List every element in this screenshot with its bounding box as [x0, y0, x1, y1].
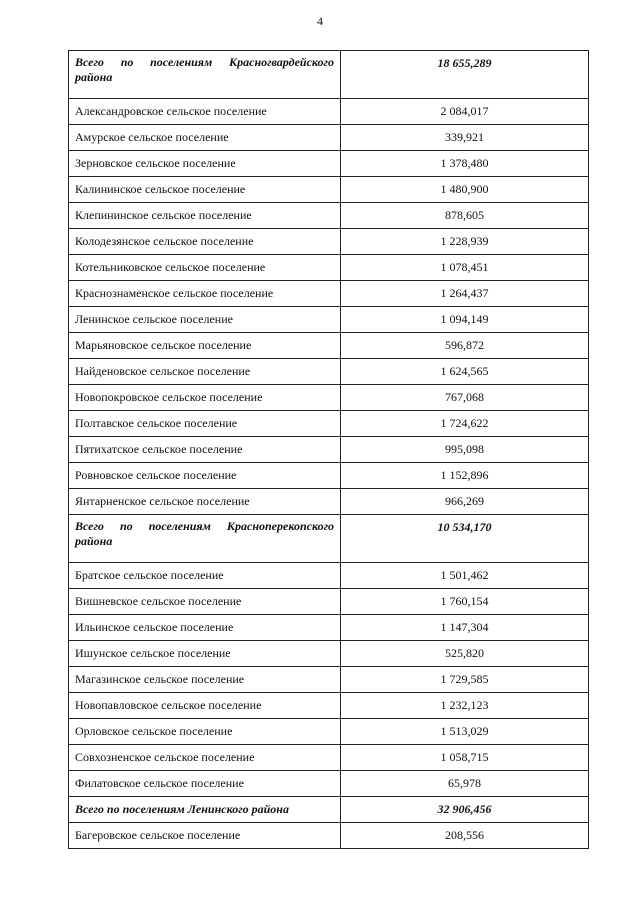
table-row	[69, 463, 589, 489]
table-row	[69, 99, 589, 125]
settlement-name: Багеровское сельское поселение	[69, 823, 341, 849]
settlement-value: 1 501,462	[341, 563, 589, 589]
table-row	[69, 667, 589, 693]
settlement-name: Ленинское сельское поселение	[69, 307, 341, 333]
district-total-label-line1: Всего по поселениям Ленинского района	[75, 802, 289, 816]
settlement-name: Краснознаменское сельское поселение	[69, 281, 341, 307]
settlement-value: 1 147,304	[341, 615, 589, 641]
settlement-value: 596,872	[341, 333, 589, 359]
table-row	[69, 771, 589, 797]
settlement-name: Полтавское сельское поселение	[69, 411, 341, 437]
settlement-value: 1 078,451	[341, 255, 589, 281]
district-total-row	[69, 51, 589, 99]
district-total-label-line2: района	[75, 70, 113, 84]
page-number: 4	[317, 14, 323, 28]
table-row	[69, 307, 589, 333]
settlement-name: Ишунское сельское поселение	[69, 641, 341, 667]
table-row	[69, 229, 589, 255]
settlement-value: 1 513,029	[341, 719, 589, 745]
table-row	[69, 151, 589, 177]
district-total-row	[69, 515, 589, 563]
settlement-name: Магазинское сельское поселение	[69, 667, 341, 693]
table-row	[69, 255, 589, 281]
settlement-name: Марьяновское сельское поселение	[69, 333, 341, 359]
settlement-value: 1 480,900	[341, 177, 589, 203]
settlement-name: Александровское сельское поселение	[69, 99, 341, 125]
table-row	[69, 823, 589, 849]
settlement-name: Новопокровское сельское поселение	[69, 385, 341, 411]
settlement-name: Колодезянское сельское поселение	[69, 229, 341, 255]
settlement-value: 1 058,715	[341, 745, 589, 771]
table-row	[69, 359, 589, 385]
settlement-name: Пятихатское сельское поселение	[69, 437, 341, 463]
district-total-label-line1: Всего по поселениям Красноперекопского	[75, 519, 334, 533]
settlement-value: 1 228,939	[341, 229, 589, 255]
settlement-value: 1 264,437	[341, 281, 589, 307]
settlement-name: Вишневское сельское поселение	[69, 589, 341, 615]
table-row	[69, 615, 589, 641]
settlement-value: 1 760,154	[341, 589, 589, 615]
table-row	[69, 641, 589, 667]
settlement-value: 878,605	[341, 203, 589, 229]
settlement-name: Братское сельское поселение	[69, 563, 341, 589]
settlement-value: 1 232,123	[341, 693, 589, 719]
settlements-table	[68, 50, 589, 849]
district-total-label	[69, 515, 341, 563]
table-row	[69, 411, 589, 437]
settlement-value: 966,269	[341, 489, 589, 515]
settlement-value: 1 724,622	[341, 411, 589, 437]
table-row	[69, 333, 589, 359]
settlement-name: Калининское сельское поселение	[69, 177, 341, 203]
settlement-value: 339,921	[341, 125, 589, 151]
table-body	[69, 51, 589, 849]
district-total-value: 32 906,456	[341, 797, 589, 823]
settlement-value: 208,556	[341, 823, 589, 849]
settlement-name: Новопавловское сельское поселение	[69, 693, 341, 719]
settlement-name: Ильинское сельское поселение	[69, 615, 341, 641]
settlement-name: Совхозненское сельское поселение	[69, 745, 341, 771]
table-row	[69, 719, 589, 745]
settlement-value: 1 152,896	[341, 463, 589, 489]
settlement-name: Клепининское сельское поселение	[69, 203, 341, 229]
settlement-name: Ровновское сельское поселение	[69, 463, 341, 489]
table-row	[69, 589, 589, 615]
settlement-name: Орловское сельское поселение	[69, 719, 341, 745]
table-row	[69, 437, 589, 463]
district-total-label-line1: Всего по поселениям Красногвардейского	[75, 55, 334, 69]
table-row	[69, 125, 589, 151]
district-total-row	[69, 797, 589, 823]
table-row	[69, 281, 589, 307]
table-row	[69, 385, 589, 411]
district-total-label-line2: района	[75, 534, 113, 548]
district-total-label	[69, 51, 341, 99]
district-total-value: 18 655,289	[341, 51, 589, 99]
settlement-name: Зерновское сельское поселение	[69, 151, 341, 177]
settlement-value: 1 624,565	[341, 359, 589, 385]
table-row	[69, 177, 589, 203]
settlement-value: 995,098	[341, 437, 589, 463]
settlement-value: 1 378,480	[341, 151, 589, 177]
settlement-value: 525,820	[341, 641, 589, 667]
settlement-value: 65,978	[341, 771, 589, 797]
settlement-value: 767,068	[341, 385, 589, 411]
table-row	[69, 745, 589, 771]
settlement-name: Янтарненское сельское поселение	[69, 489, 341, 515]
settlement-value: 2 084,017	[341, 99, 589, 125]
settlement-name: Котельниковское сельское поселение	[69, 255, 341, 281]
district-total-value: 10 534,170	[341, 515, 589, 563]
table-row	[69, 563, 589, 589]
settlement-value: 1 729,585	[341, 667, 589, 693]
settlement-name: Филатовское сельское поселение	[69, 771, 341, 797]
settlement-name: Амурское сельское поселение	[69, 125, 341, 151]
table-row	[69, 693, 589, 719]
table-row	[69, 489, 589, 515]
settlement-value: 1 094,149	[341, 307, 589, 333]
table-row	[69, 203, 589, 229]
settlement-name: Найденовское сельское поселение	[69, 359, 341, 385]
district-total-label	[69, 797, 341, 823]
